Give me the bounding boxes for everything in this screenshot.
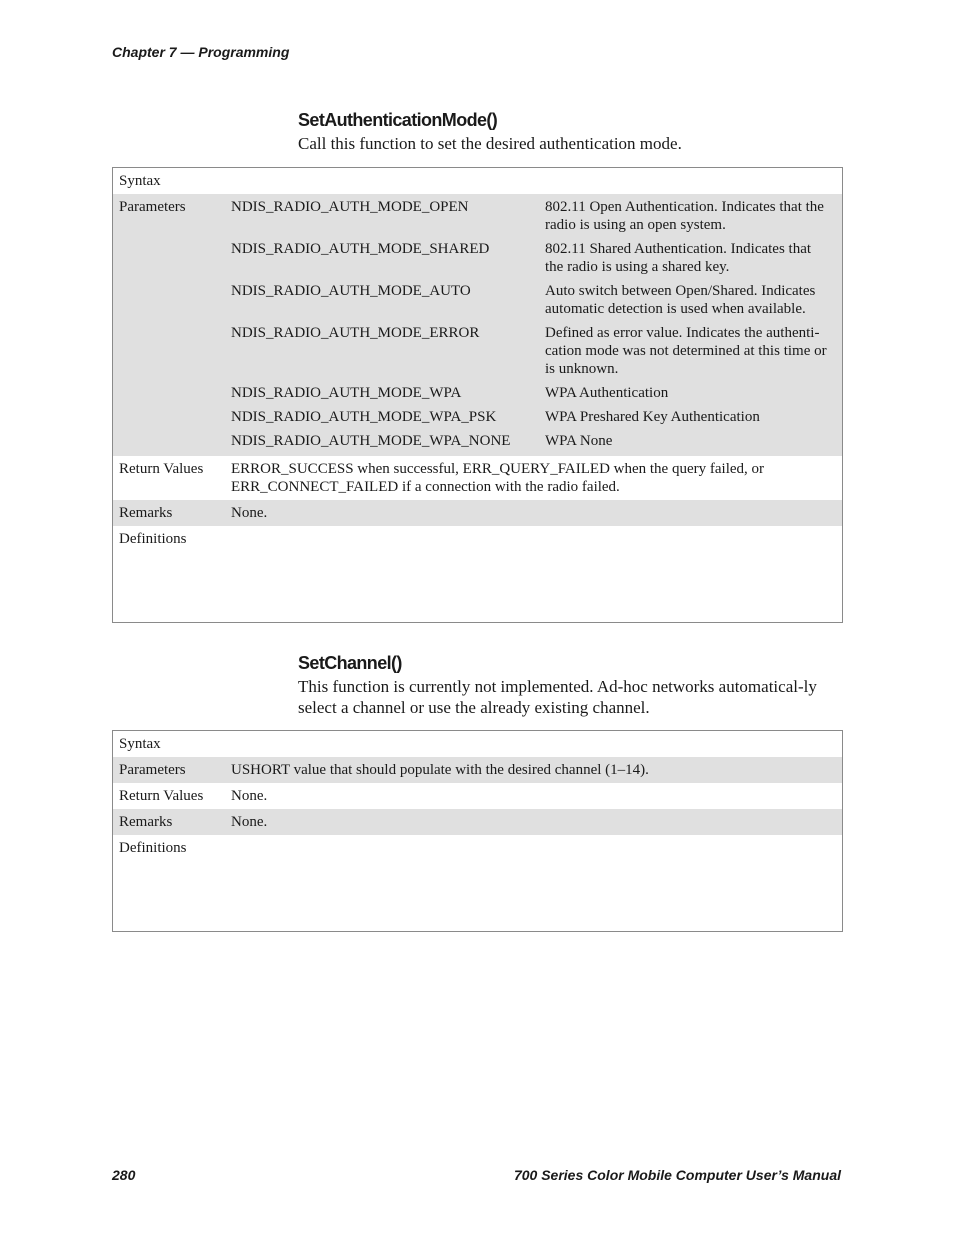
- definitions-label: Definitions: [119, 840, 187, 856]
- syntax-value: [231, 731, 843, 758]
- parameter-item: [231, 428, 842, 452]
- manual-title: 700 Series Color Mobile Computer User’s Manual: [513, 1167, 841, 1183]
- setauthenticationmode-table: [112, 167, 843, 623]
- definitions-row: [113, 835, 843, 932]
- parameter-description: 802.11 Shared Authentication. Indicates that the radio is using a shared key.: [545, 236, 842, 278]
- page-number: 280: [112, 1167, 136, 1183]
- syntax-label: Syntax: [119, 736, 161, 752]
- return-values-label: Return Values: [119, 461, 204, 477]
- return-values-label: Return Values: [119, 788, 204, 804]
- parameter-description: Defined as error value. Indicates the authenti-cation mode was not determined at this time or is unknown.: [545, 320, 842, 380]
- parameter-description: WPA Preshared Key Authentication: [545, 404, 842, 428]
- parameters-value: USHORT value that should populate with the desired channel (1–14).: [231, 757, 843, 783]
- parameter-description: WPA None: [545, 428, 842, 452]
- definitions-value: [231, 835, 843, 932]
- remarks-label: Remarks: [113, 500, 232, 526]
- parameter-name: NDIS_RADIO_AUTH_MODE_ERROR: [231, 320, 545, 380]
- parameters-label: Parameters: [113, 757, 232, 783]
- parameter-item: [231, 380, 842, 404]
- remarks-row: [113, 809, 843, 835]
- section-description: Call this function to set the desired authentication mode.: [298, 134, 682, 153]
- setchannel-table: [112, 730, 843, 932]
- section-title-setchannel: SetChannel(): [298, 653, 402, 673]
- parameter-list: [231, 194, 842, 452]
- parameter-name: NDIS_RADIO_AUTH_MODE_WPA_PSK: [231, 404, 545, 428]
- syntax-label: Syntax: [119, 173, 161, 189]
- return-values-row: [113, 456, 843, 500]
- remarks-row: [113, 500, 843, 526]
- remarks-label: Remarks: [113, 809, 232, 835]
- parameters-value: [231, 194, 843, 456]
- parameter-item: [231, 194, 842, 236]
- definitions-value: [231, 526, 843, 623]
- parameter-item: [231, 278, 842, 320]
- parameter-name: NDIS_RADIO_AUTH_MODE_OPEN: [231, 194, 545, 236]
- return-values-row: [113, 783, 843, 809]
- parameters-label: Parameters: [113, 194, 232, 456]
- parameters-row: [113, 194, 843, 456]
- syntax-row: [113, 168, 843, 195]
- return-values-value: None.: [231, 788, 268, 804]
- remarks-value: None.: [231, 500, 843, 526]
- section-title-setauthenticationmode: SetAuthenticationMode(): [298, 110, 498, 130]
- parameter-description: Auto switch between Open/Shared. Indicates automatic detection is used when available.: [545, 278, 842, 320]
- parameter-name: NDIS_RADIO_AUTH_MODE_AUTO: [231, 278, 545, 320]
- parameter-name: NDIS_RADIO_AUTH_MODE_WPA_NONE: [231, 428, 545, 452]
- parameter-description: WPA Authentication: [545, 380, 842, 404]
- parameter-name: NDIS_RADIO_AUTH_MODE_WPA: [231, 380, 545, 404]
- section-description: This function is currently not implemented. Ad-hoc networks automatical-ly select a channel or use the already existing channel.: [298, 677, 817, 717]
- syntax-value: [231, 168, 843, 195]
- parameter-item: [231, 404, 842, 428]
- definitions-row: [113, 526, 843, 623]
- parameter-description: 802.11 Open Authentication. Indicates that the radio is using an open system.: [545, 194, 842, 236]
- remarks-value: None.: [231, 809, 843, 835]
- definitions-label: Definitions: [119, 531, 187, 547]
- running-head: Chapter 7 — Programming: [112, 44, 290, 60]
- parameter-item: [231, 236, 842, 278]
- parameters-row: [113, 757, 843, 783]
- syntax-row: [113, 731, 843, 758]
- return-values-value: ERROR_SUCCESS when successful, ERR_QUERY_FAILED when the query failed, or ERR_CONNECT_FAILED if a connection with the radio failed.: [231, 461, 765, 495]
- parameter-item: [231, 320, 842, 380]
- parameter-name: NDIS_RADIO_AUTH_MODE_SHARED: [231, 236, 545, 278]
